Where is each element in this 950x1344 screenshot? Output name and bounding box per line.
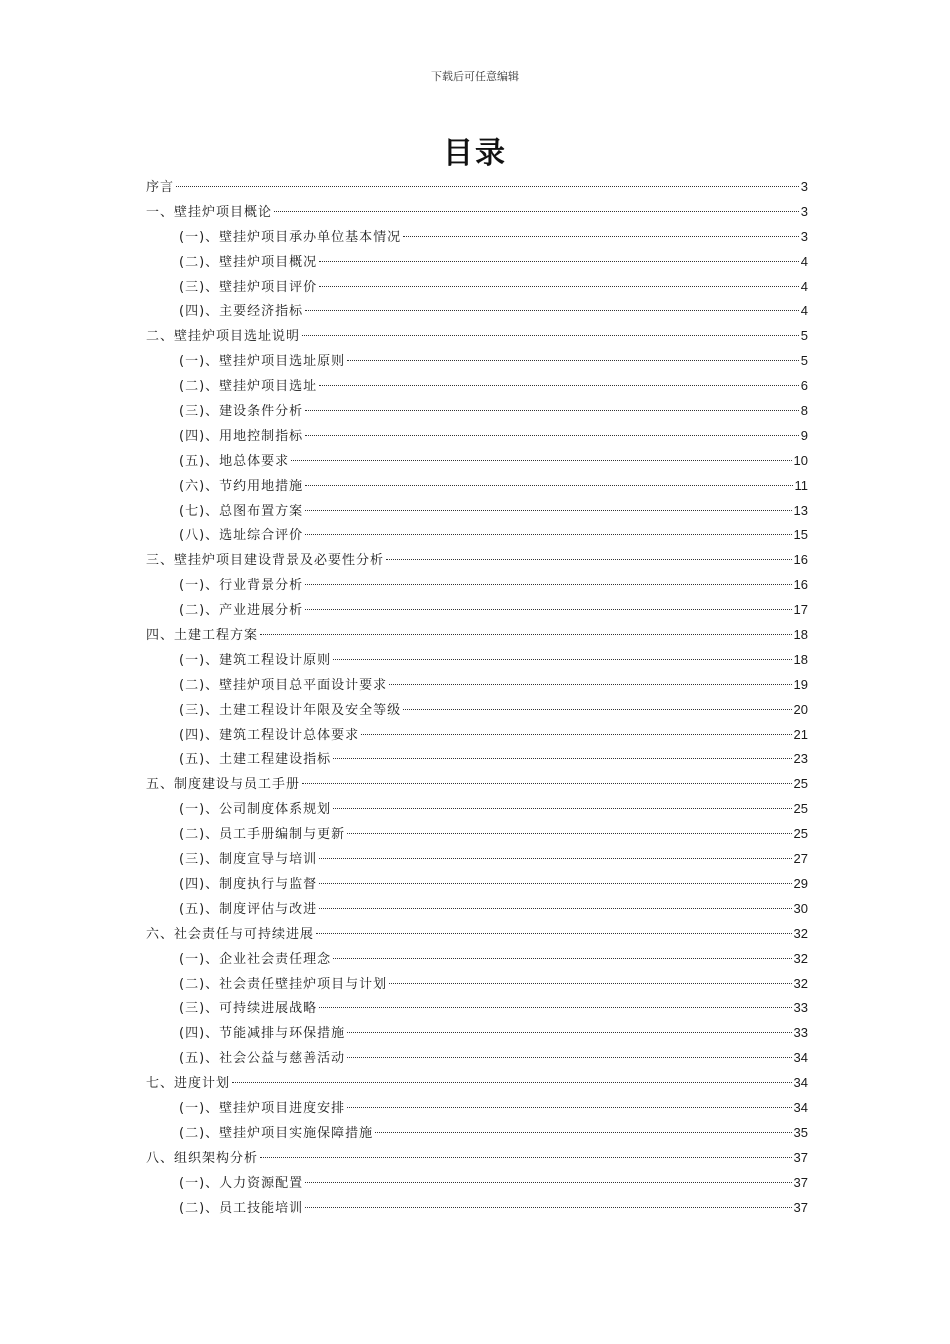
toc-entry[interactable] (146, 225, 808, 250)
toc-entry-page: 34 (793, 1099, 808, 1115)
toc-entry[interactable] (146, 499, 808, 524)
toc-dot-leader (347, 1032, 791, 1033)
toc-entry[interactable] (146, 1171, 808, 1196)
toc-dot-leader (302, 783, 792, 784)
toc-dot-leader (260, 634, 792, 635)
toc-dot-leader (319, 858, 791, 859)
toc-entry-label: (六)、节约用地措施 (179, 478, 304, 494)
toc-entry-label: 序言 (146, 180, 175, 195)
toc-dot-leader (305, 1182, 791, 1183)
toc-entry-page: 34 (793, 1075, 808, 1091)
toc-entry-label: (五)、社会公益与慈善活动 (179, 1051, 346, 1067)
toc-entry-page: 32 (793, 950, 808, 966)
toc-entry[interactable] (146, 175, 808, 200)
toc-dot-leader (403, 709, 791, 710)
toc-entry[interactable] (146, 200, 808, 225)
toc-entry-page: 4 (800, 278, 808, 294)
toc-entry[interactable] (146, 996, 808, 1021)
toc-entry[interactable] (146, 1071, 808, 1096)
toc-entry-label: (一)、壁挂炉项目承办单位基本情况 (179, 229, 402, 245)
toc-entry-page: 33 (793, 1000, 808, 1016)
toc-entry-label: (二)、员工技能培训 (179, 1200, 304, 1216)
toc-entry[interactable] (146, 523, 808, 548)
page-title: 目录 (443, 136, 507, 171)
toc-entry[interactable] (146, 449, 808, 474)
toc-entry-page: 37 (793, 1199, 808, 1215)
toc-entry-label: (一)、人力资源配置 (179, 1175, 304, 1191)
toc-entry-page: 5 (800, 353, 808, 369)
toc-entry[interactable] (146, 374, 808, 399)
toc-entry-label: (五)、地总体要求 (179, 453, 290, 469)
toc-dot-leader (333, 958, 791, 959)
toc-dot-leader (333, 808, 791, 809)
toc-entry-label: (三)、可持续进展战略 (179, 1001, 318, 1017)
toc-dot-leader (305, 534, 791, 535)
toc-entry-label: (二)、产业进展分析 (179, 603, 304, 619)
toc-entry-label: (一)、行业背景分析 (179, 578, 304, 594)
toc-entry-page: 30 (793, 900, 808, 916)
toc-dot-leader (361, 734, 791, 735)
toc-dot-leader (386, 559, 792, 560)
toc-entry[interactable] (146, 747, 808, 772)
toc-entry-label: (一)、建筑工程设计原则 (179, 652, 332, 668)
toc-entry-page: 32 (793, 925, 808, 941)
toc-entry[interactable] (146, 1096, 808, 1121)
toc-entry[interactable] (146, 275, 808, 300)
toc-entry[interactable] (146, 1146, 808, 1171)
toc-entry-label: (一)、壁挂炉项目进度安排 (179, 1100, 346, 1116)
toc-entry-page: 29 (793, 875, 808, 891)
toc-dot-leader (305, 435, 799, 436)
toc-dot-leader (319, 1007, 791, 1008)
toc-dot-leader (319, 286, 799, 287)
toc-dot-leader (305, 584, 791, 585)
toc-entry[interactable] (146, 698, 808, 723)
toc-entry-label: (一)、企业社会责任理念 (179, 951, 332, 967)
toc-dot-leader (319, 883, 791, 884)
toc-entry-page: 17 (793, 602, 808, 618)
toc-dot-leader (305, 609, 791, 610)
toc-entry-page: 15 (793, 527, 808, 543)
toc-entry[interactable] (146, 349, 808, 374)
toc-entry[interactable] (146, 872, 808, 897)
toc-entry[interactable] (146, 598, 808, 623)
toc-entry-page: 4 (800, 253, 808, 269)
toc-entry-label: 六、社会责任与可持续进展 (146, 926, 315, 942)
toc-dot-leader (274, 211, 799, 212)
toc-entry-page: 25 (793, 776, 808, 792)
toc-entry[interactable] (146, 972, 808, 997)
toc-entry-page: 11 (794, 477, 808, 493)
toc-entry-label: (四)、主要经济指标 (179, 304, 304, 320)
toc-entry-page: 32 (793, 975, 808, 991)
toc-entry-label: (四)、节能减排与环保措施 (179, 1026, 346, 1042)
table-of-contents (146, 175, 808, 1220)
toc-entry[interactable] (146, 299, 808, 324)
toc-entry[interactable] (146, 1196, 808, 1221)
toc-entry-label: (二)、壁挂炉项目选址 (179, 379, 318, 395)
toc-entry-label: (二)、员工手册编制与更新 (179, 827, 346, 843)
toc-entry-page: 34 (793, 1050, 808, 1066)
toc-entry-label: (三)、壁挂炉项目评价 (179, 279, 318, 295)
toc-entry-page: 5 (800, 328, 808, 344)
toc-dot-leader (305, 1207, 791, 1208)
toc-dot-leader (319, 908, 791, 909)
toc-entry-label: (三)、土建工程设计年限及安全等级 (179, 702, 402, 718)
toc-dot-leader (347, 1057, 791, 1058)
toc-entry[interactable] (146, 474, 808, 499)
toc-entry[interactable] (146, 648, 808, 673)
toc-entry-label: 三、壁挂炉项目建设背景及必要性分析 (146, 553, 385, 569)
toc-dot-leader (305, 310, 799, 311)
toc-entry-label: (八)、选址综合评价 (179, 528, 304, 544)
toc-entry-page: 19 (793, 676, 808, 692)
toc-entry-label: (五)、制度评估与改进 (179, 901, 318, 917)
toc-entry-label: (四)、建筑工程设计总体要求 (179, 727, 360, 743)
toc-entry-label: (四)、用地控制指标 (179, 428, 304, 444)
toc-dot-leader (389, 684, 791, 685)
toc-entry-label: (四)、制度执行与监督 (179, 876, 318, 892)
toc-dot-leader (319, 261, 799, 262)
toc-entry-label: (二)、社会责任壁挂炉项目与计划 (179, 976, 388, 992)
toc-entry-page: 4 (800, 303, 808, 319)
toc-entry[interactable] (146, 847, 808, 872)
toc-entry[interactable] (146, 623, 808, 648)
toc-entry-page: 23 (793, 751, 808, 767)
toc-entry-page: 20 (793, 701, 808, 717)
toc-entry-label: 七、进度计划 (146, 1076, 231, 1092)
toc-entry-page: 18 (793, 627, 808, 643)
toc-entry-label: 二、壁挂炉项目选址说明 (146, 329, 301, 345)
toc-dot-leader (305, 410, 799, 411)
toc-entry[interactable] (146, 1121, 808, 1146)
toc-entry[interactable] (146, 822, 808, 847)
toc-entry-label: (二)、壁挂炉项目实施保障措施 (179, 1125, 374, 1141)
toc-entry-label: (三)、建设条件分析 (179, 404, 304, 420)
toc-dot-leader (260, 1157, 792, 1158)
toc-entry[interactable] (146, 1046, 808, 1071)
toc-entry-page: 27 (793, 851, 808, 867)
toc-entry-label: (二)、壁挂炉项目总平面设计要求 (179, 677, 388, 693)
toc-entry-page: 6 (800, 378, 808, 394)
toc-dot-leader (291, 460, 791, 461)
toc-entry[interactable] (146, 922, 808, 947)
toc-dot-leader (333, 659, 791, 660)
toc-entry-page: 16 (793, 577, 808, 593)
toc-entry-label: 八、组织架构分析 (146, 1150, 259, 1166)
toc-dot-leader (232, 1082, 792, 1083)
toc-entry-page: 3 (800, 179, 808, 194)
toc-entry-page: 10 (793, 452, 808, 468)
toc-entry-page: 37 (793, 1174, 808, 1190)
header-note: 下载后可任意编辑 (431, 70, 519, 83)
toc-entry[interactable] (146, 673, 808, 698)
toc-dot-leader (305, 510, 791, 511)
toc-entry-page: 25 (793, 826, 808, 842)
toc-entry-page: 37 (793, 1149, 808, 1165)
toc-entry[interactable] (146, 250, 808, 275)
toc-entry-page: 21 (793, 726, 808, 742)
toc-entry-label: (三)、制度宣导与培训 (179, 852, 318, 868)
toc-entry-label: (二)、壁挂炉项目概况 (179, 254, 318, 270)
toc-entry-label: 五、制度建设与员工手册 (146, 777, 301, 793)
toc-dot-leader (302, 335, 799, 336)
toc-dot-leader (347, 833, 791, 834)
toc-entry[interactable] (146, 947, 808, 972)
toc-entry-label: (七)、总图布置方案 (179, 503, 304, 519)
toc-entry-page: 33 (793, 1025, 808, 1041)
toc-entry-page: 18 (793, 651, 808, 667)
toc-dot-leader (375, 1132, 791, 1133)
toc-entry-page: 3 (800, 228, 808, 244)
toc-entry[interactable] (146, 1021, 808, 1046)
toc-entry-page: 9 (800, 427, 808, 443)
toc-dot-leader (403, 236, 799, 237)
toc-dot-leader (389, 983, 791, 984)
toc-entry-label: 一、壁挂炉项目概论 (146, 204, 273, 220)
toc-entry[interactable] (146, 424, 808, 449)
toc-entry[interactable] (146, 772, 808, 797)
toc-entry-page: 13 (793, 502, 808, 518)
toc-dot-leader (316, 933, 792, 934)
toc-entry-page: 8 (800, 403, 808, 419)
toc-entry-page: 16 (793, 552, 808, 568)
toc-entry[interactable] (146, 399, 808, 424)
toc-entry[interactable] (146, 723, 808, 748)
toc-entry[interactable] (146, 548, 808, 573)
toc-dot-leader (333, 758, 791, 759)
toc-entry-label: 四、土建工程方案 (146, 628, 259, 644)
toc-entry[interactable] (146, 797, 808, 822)
toc-dot-leader (347, 1107, 791, 1108)
toc-entry[interactable] (146, 573, 808, 598)
toc-entry[interactable] (146, 897, 808, 922)
toc-dot-leader (305, 485, 792, 486)
toc-entry-page: 25 (793, 801, 808, 817)
toc-entry-label: (一)、壁挂炉项目选址原则 (179, 354, 346, 370)
toc-dot-leader (347, 360, 799, 361)
toc-entry[interactable] (146, 324, 808, 349)
toc-dot-leader (319, 385, 799, 386)
toc-entry-label: (一)、公司制度体系规划 (179, 802, 332, 818)
toc-dot-leader (176, 186, 799, 187)
toc-entry-label: (五)、土建工程建设指标 (179, 752, 332, 768)
toc-entry-page: 35 (793, 1124, 808, 1140)
toc-entry-page: 3 (800, 203, 808, 219)
